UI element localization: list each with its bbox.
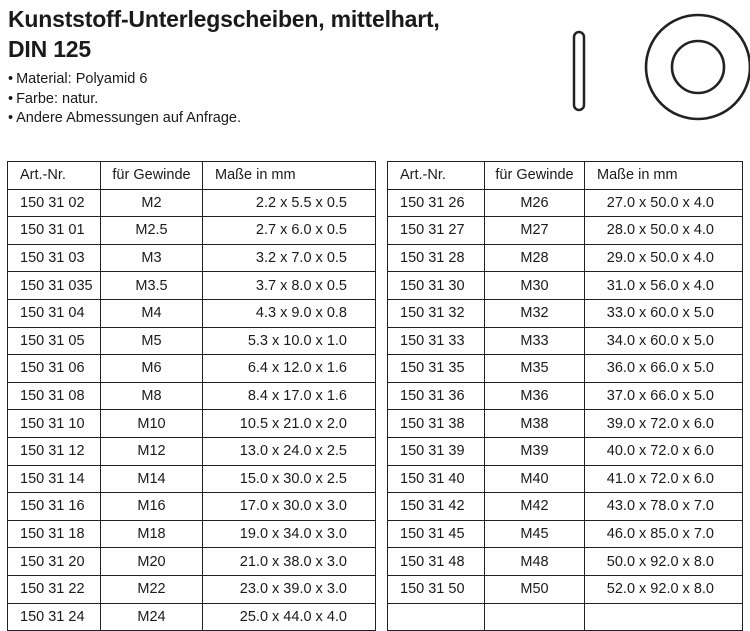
cell-dimensions: 31.0 x 56.0 x 4.0 bbox=[585, 272, 743, 300]
cell-art-nr: 150 31 10 bbox=[8, 410, 101, 438]
cell-art-nr: 150 31 16 bbox=[8, 493, 101, 521]
cell-dimensions: 4.3 x 9.0 x 0.8 bbox=[203, 299, 376, 327]
header-art-nr: Art.-Nr. bbox=[8, 162, 101, 190]
cell-thread: M20 bbox=[101, 548, 203, 576]
table-row bbox=[8, 437, 376, 465]
cell-thread: M48 bbox=[485, 548, 585, 576]
cell-thread: M12 bbox=[101, 437, 203, 465]
cell-thread: M3 bbox=[101, 244, 203, 272]
cell-thread: M8 bbox=[101, 382, 203, 410]
table-row bbox=[388, 465, 743, 493]
cell-thread: M27 bbox=[485, 217, 585, 245]
table-row bbox=[8, 355, 376, 383]
header-dimensions: Maße in mm bbox=[203, 162, 376, 190]
cell-art-nr: 150 31 03 bbox=[8, 244, 101, 272]
spec-material: • Material: Polyamid 6 bbox=[8, 70, 241, 90]
cell-art-nr: 150 31 28 bbox=[388, 244, 485, 272]
cell-thread: M33 bbox=[485, 327, 585, 355]
cell-dimensions: 33.0 x 60.0 x 5.0 bbox=[585, 299, 743, 327]
cell-art-nr: 150 31 48 bbox=[388, 548, 485, 576]
cell-art-nr: 150 31 01 bbox=[8, 217, 101, 245]
cell-art-nr: 150 31 08 bbox=[8, 382, 101, 410]
header-thread: für Gewinde bbox=[485, 162, 585, 190]
cell-dimensions: 52.0 x 92.0 x 8.0 bbox=[585, 575, 743, 603]
cell-dimensions: 13.0 x 24.0 x 2.5 bbox=[203, 437, 376, 465]
cell-thread: M10 bbox=[101, 410, 203, 438]
table-row bbox=[8, 217, 376, 245]
table-row bbox=[388, 603, 743, 631]
cell-art-nr: 150 31 50 bbox=[388, 575, 485, 603]
cell-dimensions: 17.0 x 30.0 x 3.0 bbox=[203, 493, 376, 521]
cell-art-nr: 150 31 38 bbox=[388, 410, 485, 438]
spec-color: • Farbe: natur. bbox=[8, 90, 241, 110]
header-art-nr: Art.-Nr. bbox=[388, 162, 485, 190]
table-row bbox=[8, 272, 376, 300]
cell-art-nr: 150 31 42 bbox=[388, 493, 485, 521]
table-header-row bbox=[8, 162, 376, 190]
cell-dimensions: 28.0 x 50.0 x 4.0 bbox=[585, 217, 743, 245]
cell-thread bbox=[485, 603, 585, 631]
cell-dimensions: 8.4 x 17.0 x 1.6 bbox=[203, 382, 376, 410]
cell-art-nr: 150 31 33 bbox=[388, 327, 485, 355]
header-thread: für Gewinde bbox=[101, 162, 203, 190]
cell-thread: M6 bbox=[101, 355, 203, 383]
table-row bbox=[8, 327, 376, 355]
table-row bbox=[388, 575, 743, 603]
cell-dimensions: 36.0 x 66.0 x 5.0 bbox=[585, 355, 743, 383]
cell-dimensions: 10.5 x 21.0 x 2.0 bbox=[203, 410, 376, 438]
cell-thread: M14 bbox=[101, 465, 203, 493]
cell-thread: M35 bbox=[485, 355, 585, 383]
cell-dimensions: 19.0 x 34.0 x 3.0 bbox=[203, 520, 376, 548]
table-row bbox=[8, 299, 376, 327]
cell-thread: M5 bbox=[101, 327, 203, 355]
cell-thread: M40 bbox=[485, 465, 585, 493]
cell-thread: M3.5 bbox=[101, 272, 203, 300]
cell-dimensions: 50.0 x 92.0 x 8.0 bbox=[585, 548, 743, 576]
cell-dimensions: 2.2 x 5.5 x 0.5 bbox=[203, 189, 376, 217]
cell-thread: M2 bbox=[101, 189, 203, 217]
cell-thread: M4 bbox=[101, 299, 203, 327]
cell-dimensions: 41.0 x 72.0 x 6.0 bbox=[585, 465, 743, 493]
cell-thread: M36 bbox=[485, 382, 585, 410]
cell-dimensions: 40.0 x 72.0 x 6.0 bbox=[585, 437, 743, 465]
cell-thread: M38 bbox=[485, 410, 585, 438]
cell-art-nr: 150 31 30 bbox=[388, 272, 485, 300]
cell-thread: M24 bbox=[101, 603, 203, 631]
table-row bbox=[8, 603, 376, 631]
cell-thread: M50 bbox=[485, 575, 585, 603]
washer-side-view-icon bbox=[572, 30, 586, 112]
cell-art-nr: 150 31 45 bbox=[388, 520, 485, 548]
cell-dimensions: 6.4 x 12.0 x 1.6 bbox=[203, 355, 376, 383]
cell-thread: M28 bbox=[485, 244, 585, 272]
cell-thread: M2.5 bbox=[101, 217, 203, 245]
cell-art-nr: 150 31 22 bbox=[8, 575, 101, 603]
cell-thread: M16 bbox=[101, 493, 203, 521]
cell-art-nr: 150 31 36 bbox=[388, 382, 485, 410]
title-line-1: Kunststoff-Unterlegscheiben, mittelhart, bbox=[8, 6, 440, 32]
cell-art-nr: 150 31 39 bbox=[388, 437, 485, 465]
cell-art-nr: 150 31 40 bbox=[388, 465, 485, 493]
cell-art-nr bbox=[388, 603, 485, 631]
cell-thread: M18 bbox=[101, 520, 203, 548]
table-row bbox=[8, 189, 376, 217]
page-title bbox=[8, 4, 440, 64]
table-row bbox=[388, 272, 743, 300]
parts-table-left bbox=[7, 161, 376, 631]
cell-art-nr: 150 31 05 bbox=[8, 327, 101, 355]
table-row bbox=[8, 410, 376, 438]
cell-dimensions: 23.0 x 39.0 x 3.0 bbox=[203, 575, 376, 603]
table-row bbox=[388, 493, 743, 521]
cell-thread: M39 bbox=[485, 437, 585, 465]
cell-art-nr: 150 31 035 bbox=[8, 272, 101, 300]
cell-dimensions: 21.0 x 38.0 x 3.0 bbox=[203, 548, 376, 576]
cell-dimensions: 29.0 x 50.0 x 4.0 bbox=[585, 244, 743, 272]
table-header-row bbox=[388, 162, 743, 190]
cell-dimensions: 3.2 x 7.0 x 0.5 bbox=[203, 244, 376, 272]
cell-dimensions: 3.7 x 8.0 x 0.5 bbox=[203, 272, 376, 300]
cell-art-nr: 150 31 04 bbox=[8, 299, 101, 327]
cell-dimensions: 25.0 x 44.0 x 4.0 bbox=[203, 603, 376, 631]
cell-art-nr: 150 31 32 bbox=[388, 299, 485, 327]
cell-thread: M22 bbox=[101, 575, 203, 603]
title-line-2: DIN 125 bbox=[8, 36, 91, 62]
cell-dimensions: 34.0 x 60.0 x 5.0 bbox=[585, 327, 743, 355]
cell-dimensions: 2.7 x 6.0 x 0.5 bbox=[203, 217, 376, 245]
cell-art-nr: 150 31 35 bbox=[388, 355, 485, 383]
cell-art-nr: 150 31 24 bbox=[8, 603, 101, 631]
table-row bbox=[8, 575, 376, 603]
table-row bbox=[388, 299, 743, 327]
cell-dimensions bbox=[585, 603, 743, 631]
cell-thread: M45 bbox=[485, 520, 585, 548]
cell-dimensions: 15.0 x 30.0 x 2.5 bbox=[203, 465, 376, 493]
table-row bbox=[8, 493, 376, 521]
cell-art-nr: 150 31 27 bbox=[388, 217, 485, 245]
table-row bbox=[388, 437, 743, 465]
spec-list bbox=[8, 70, 241, 129]
cell-dimensions: 27.0 x 50.0 x 4.0 bbox=[585, 189, 743, 217]
table-row bbox=[388, 189, 743, 217]
table-row bbox=[388, 355, 743, 383]
cell-dimensions: 5.3 x 10.0 x 1.0 bbox=[203, 327, 376, 355]
table-row bbox=[388, 548, 743, 576]
cell-art-nr: 150 31 14 bbox=[8, 465, 101, 493]
parts-table-right bbox=[387, 161, 743, 631]
table-row bbox=[388, 217, 743, 245]
cell-thread: M26 bbox=[485, 189, 585, 217]
table-row bbox=[388, 410, 743, 438]
table-row bbox=[388, 382, 743, 410]
cell-dimensions: 39.0 x 72.0 x 6.0 bbox=[585, 410, 743, 438]
cell-art-nr: 150 31 20 bbox=[8, 548, 101, 576]
cell-dimensions: 43.0 x 78.0 x 7.0 bbox=[585, 493, 743, 521]
cell-dimensions: 46.0 x 85.0 x 7.0 bbox=[585, 520, 743, 548]
table-row bbox=[8, 465, 376, 493]
table-row bbox=[388, 244, 743, 272]
cell-art-nr: 150 31 12 bbox=[8, 437, 101, 465]
table-row bbox=[8, 520, 376, 548]
spec-note: • Andere Abmessungen auf Anfrage. bbox=[8, 109, 241, 129]
table-row bbox=[8, 244, 376, 272]
cell-art-nr: 150 31 06 bbox=[8, 355, 101, 383]
cell-thread: M30 bbox=[485, 272, 585, 300]
cell-art-nr: 150 31 18 bbox=[8, 520, 101, 548]
washer-front-view-icon bbox=[640, 12, 750, 122]
cell-dimensions: 37.0 x 66.0 x 5.0 bbox=[585, 382, 743, 410]
table-row bbox=[8, 382, 376, 410]
cell-thread: M42 bbox=[485, 493, 585, 521]
table-row bbox=[8, 548, 376, 576]
cell-art-nr: 150 31 02 bbox=[8, 189, 101, 217]
header-dimensions: Maße in mm bbox=[585, 162, 743, 190]
table-row bbox=[388, 520, 743, 548]
cell-thread: M32 bbox=[485, 299, 585, 327]
table-row bbox=[388, 327, 743, 355]
cell-art-nr: 150 31 26 bbox=[388, 189, 485, 217]
